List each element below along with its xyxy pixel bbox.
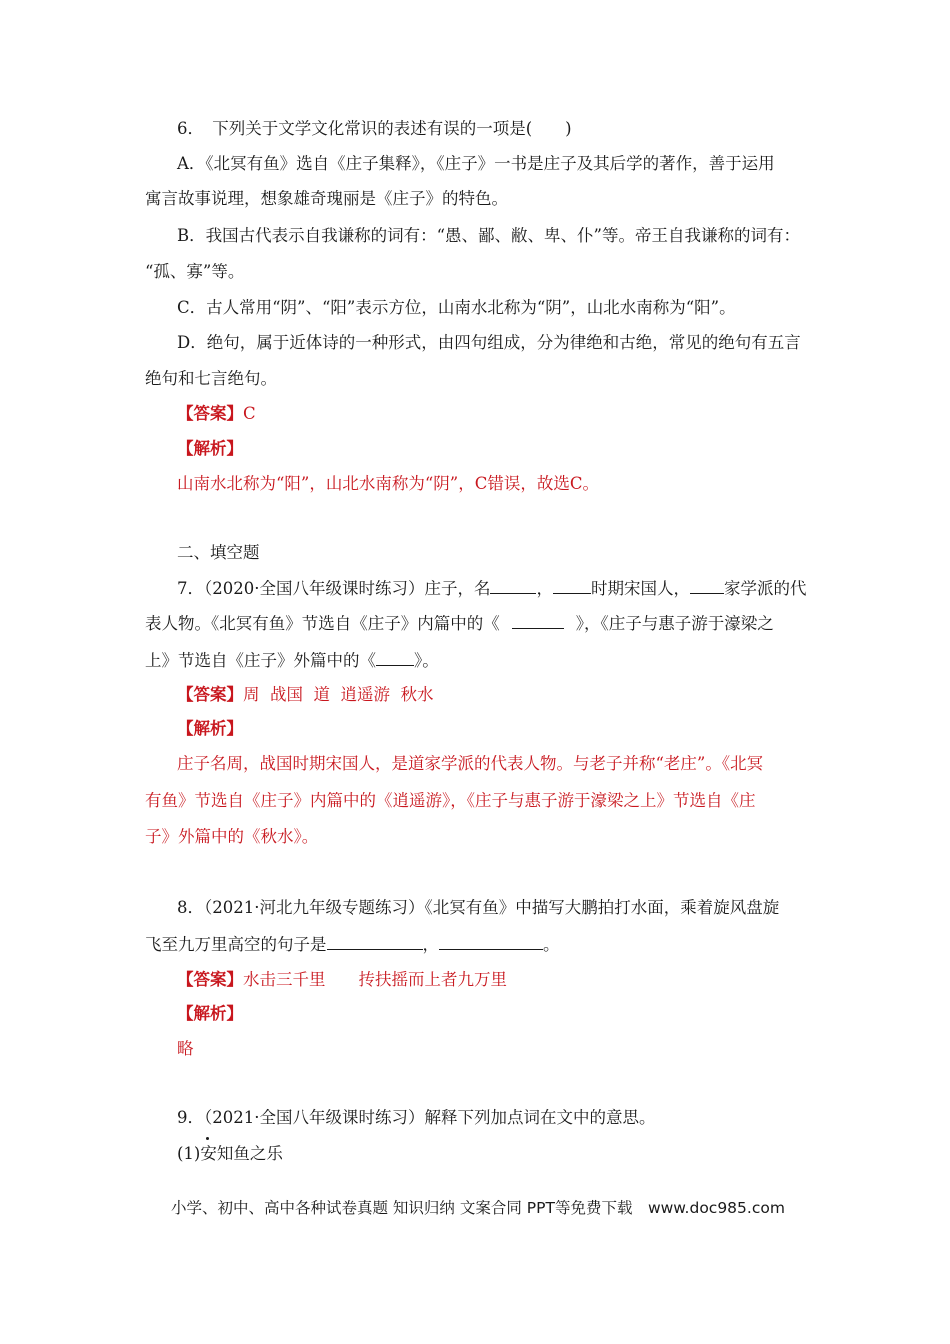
blank xyxy=(512,613,564,629)
answer-tag: 【答案】 xyxy=(177,970,243,989)
q6-option-b-line2: “孤、寡”等。 xyxy=(145,262,245,281)
q8-analysis-text: 略 xyxy=(177,1039,194,1058)
blank xyxy=(376,650,414,666)
q6-option-b-line1: B．我国古代表示自我谦称的词有：“愚、鄙、敝、卑、仆”等。帝王自我谦称的词有： xyxy=(177,226,800,245)
q8-answer xyxy=(177,970,507,990)
q9-item-1: (1)安知鱼之乐 xyxy=(177,1144,283,1163)
q6-stem: 6． 下列关于文学文化常识的表述有误的一项是( ) xyxy=(177,119,572,138)
emphasis-dot xyxy=(206,1137,209,1140)
blank xyxy=(327,934,423,950)
q7-text: ， xyxy=(536,579,553,598)
q6-option-d-line1: D．绝句，属于近体诗的一种形式，由四句组成，分为律绝和古绝，常见的绝句有五言 xyxy=(177,333,801,352)
q7-answer xyxy=(177,685,433,705)
q7-text: 时期宋国人， xyxy=(590,579,690,598)
blank xyxy=(553,578,591,594)
q7-line2 xyxy=(145,613,774,634)
q7-analysis-line1: 庄子名周，战国时期宋国人，是道家学派的代表人物。与老子并称“老庄”。《北冥 xyxy=(177,754,764,773)
answer-text: 水击三千里 抟扶摇而上者九万里 xyxy=(243,970,507,989)
blank xyxy=(439,934,543,950)
answer-text: C xyxy=(243,404,256,423)
q9-stem: 9．（2021·全国八年级课时练习）解释下列加点词在文中的意思。 xyxy=(177,1108,656,1127)
page-footer: 小学、初中、高中各种试卷真题 知识归纳 文案合同 PPT等免费下载 www.doc985.com xyxy=(171,1199,785,1217)
q7-text: 上》节选自《庄子》外篇中的《 xyxy=(145,651,376,670)
q8-analysis-tag: 【解析】 xyxy=(177,1004,243,1023)
q6-option-d-line2: 绝句和七言绝句。 xyxy=(145,369,277,388)
q7-text: 》，《庄子与惠子游于濠梁之 xyxy=(575,614,774,633)
section-title: 二、填空题 xyxy=(177,543,260,562)
q6-answer xyxy=(177,404,256,424)
q7-analysis-line3: 子》外篇中的《秋水》。 xyxy=(145,827,319,846)
q7-text: 家学派的代 xyxy=(723,579,807,598)
answer-tag: 【答案】 xyxy=(177,685,243,704)
q7-text: 7．（2020·全国八年级课时练习）庄子，名 xyxy=(177,579,491,598)
q6-option-a-line1: A．《北冥有鱼》选自《庄子集释》，《庄子》一书是庄子及其后学的著作，善于运用 xyxy=(177,154,775,173)
q8-text: 飞至九万里高空的句子是 xyxy=(145,935,327,954)
q7-analysis-line2: 有鱼》节选自《庄子》内篇中的《逍遥游》，《庄子与惠子游于濠梁之上》节选自《庄 xyxy=(145,791,756,810)
q6-analysis-text: 山南水北称为“阳”，山北水南称为“阴”，C错误，故选C。 xyxy=(177,474,599,493)
q8-text: ， xyxy=(422,935,439,954)
q6-option-a-line2: 寓言故事说理，想象雄奇瑰丽是《庄子》的特色。 xyxy=(145,189,508,208)
answer-tag: 【答案】 xyxy=(177,404,243,423)
q8-line1: 8．（2021·河北九年级专题练习）《北冥有鱼》中描写大鹏拍打水面，乘着旋风盘旋 xyxy=(177,898,780,917)
q7-line1 xyxy=(177,578,806,599)
answer-text: 周 战国 道 逍遥游 秋水 xyxy=(243,685,434,704)
q6-analysis-tag: 【解析】 xyxy=(177,439,243,458)
q7-text: 》。 xyxy=(414,651,439,670)
q7-line3 xyxy=(145,650,439,671)
q8-text: 。 xyxy=(543,935,560,954)
blank xyxy=(690,578,724,594)
q7-text: 表人物。《北冥有鱼》节选自《庄子》内篇中的《 xyxy=(145,614,500,633)
q7-analysis-tag: 【解析】 xyxy=(177,719,243,738)
blank xyxy=(490,578,536,594)
q6-option-c: C．古人常用“阴”、“阳”表示方位，山南水北称为“阴”，山北水南称为“阳”。 xyxy=(177,298,736,317)
q8-line2 xyxy=(145,934,560,955)
